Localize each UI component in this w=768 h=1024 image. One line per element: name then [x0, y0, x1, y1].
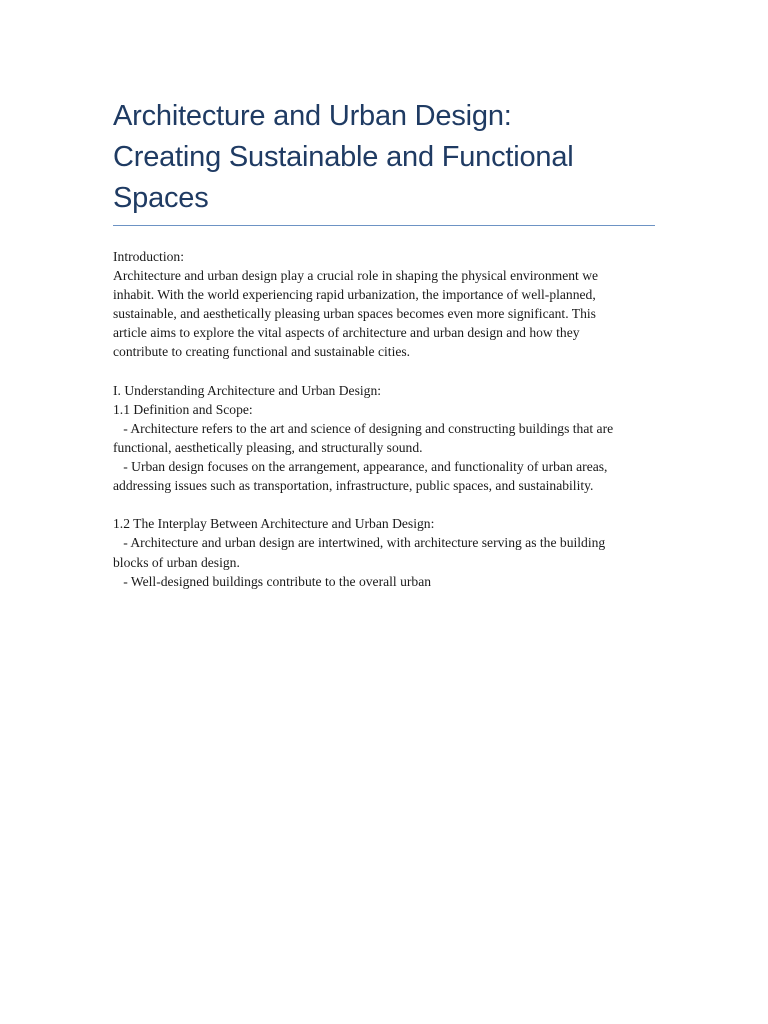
- paragraph-line: inhabit. With the world experiencing rapid urbanization, the importance of well-planned,: [113, 287, 596, 303]
- section-heading: I. Understanding Architecture and Urban Design:: [113, 382, 382, 398]
- paragraph-line: contribute to creating functional and sustainable cities.: [113, 344, 411, 360]
- document-title: [113, 96, 658, 225]
- paragraph-line: addressing issues such as transportation, infrastructure, public spaces, and sustainability.: [113, 478, 594, 494]
- paragraph-gap: [113, 495, 658, 514]
- paragraph-gap: [113, 362, 658, 381]
- paragraph-line: - Architecture and urban design are intertwined, with architecture serving as the building: [113, 535, 606, 551]
- paragraph-line: - Well-designed buildings contribute to the overall urban: [113, 573, 432, 589]
- paragraph-line: blocks of urban design.: [113, 554, 240, 570]
- paragraph-line: article aims to explore the vital aspects of architecture and urban design and how they: [113, 325, 580, 341]
- subsection-heading: 1.2 The Interplay Between Architecture and Urban Design:: [113, 516, 435, 532]
- intro-heading: Introduction:: [113, 249, 184, 264]
- title-underline-rule: [113, 225, 655, 226]
- paragraph-line: Architecture and urban design play a crucial role in shaping the physical environment we: [113, 268, 599, 284]
- document-body: [113, 247, 658, 591]
- paragraph-line: functional, aesthetically pleasing, and structurally sound.: [113, 439, 423, 455]
- subsection-heading: 1.1 Definition and Scope:: [113, 401, 253, 417]
- title-line: Creating Sustainable and Functional: [113, 141, 574, 173]
- paragraph-line: - Architecture refers to the art and science of designing and constructing buildings that are: [113, 420, 614, 436]
- title-line: Architecture and Urban Design:: [113, 100, 512, 132]
- paragraph-line: - Urban design focuses on the arrangement, appearance, and functionality of urban areas,: [113, 459, 608, 475]
- title-line: Spaces: [113, 182, 209, 214]
- document-content: [113, 96, 658, 591]
- paragraph-line: sustainable, and aesthetically pleasing urban spaces becomes even more significant. This: [113, 306, 596, 322]
